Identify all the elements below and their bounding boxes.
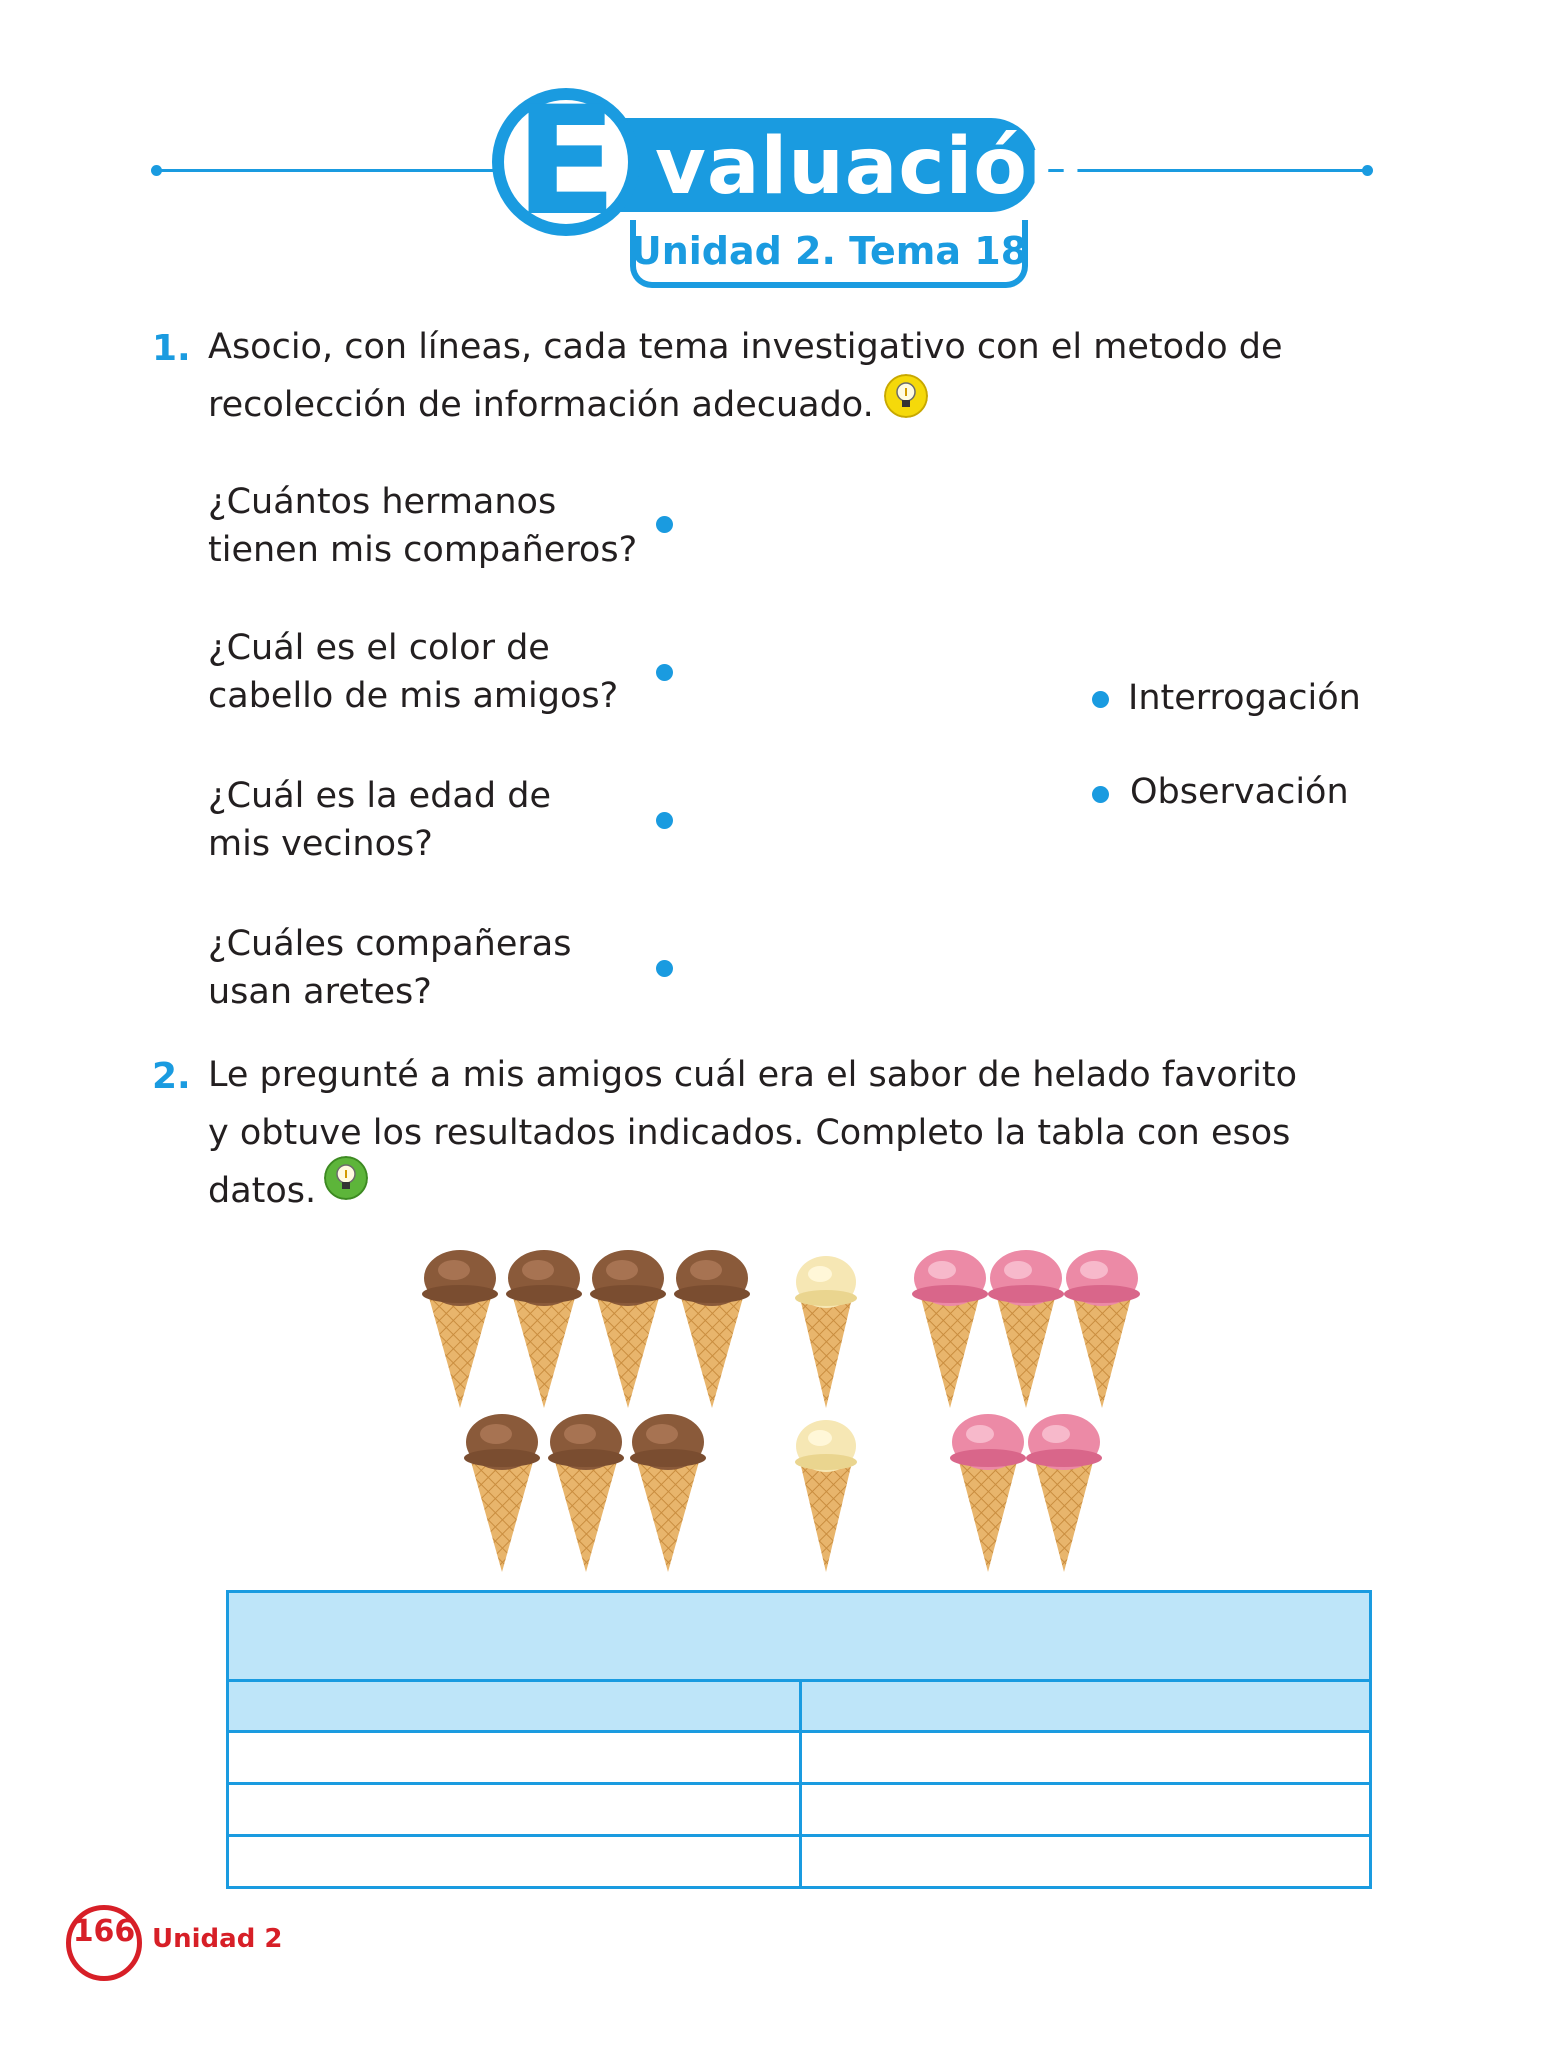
question-2-line-3: datos.	[208, 1171, 317, 1211]
q1-item-2	[208, 624, 678, 720]
table-row	[228, 1732, 1371, 1784]
q1-item-3	[208, 772, 678, 868]
table-cell[interactable]	[228, 1732, 801, 1784]
ice-cream-chocolate-1	[418, 1242, 502, 1412]
question-1-number: 1.	[152, 328, 191, 369]
q1-item-4-dot[interactable]	[656, 960, 673, 977]
ice-cream-chocolate-3	[586, 1242, 670, 1412]
table-row	[228, 1836, 1371, 1888]
q1-item-2-line-2: cabello de mis amigos?	[208, 676, 619, 716]
q1-option-2-dot[interactable]	[1092, 786, 1109, 803]
subtitle-text: Unidad 2. Tema 18	[630, 229, 1028, 273]
ice-cream-chocolate-7	[626, 1406, 710, 1576]
page-number: 166	[72, 1914, 136, 1949]
q1-item-1	[208, 478, 678, 574]
q1-option-1-dot[interactable]	[1092, 691, 1109, 708]
unit-label: Unidad 2	[152, 1924, 283, 1954]
q1-item-4-line-1: ¿Cuáles compañeras	[208, 924, 572, 964]
q1-option-interrogacion: Interrogación	[1128, 678, 1361, 718]
q1-item-4-line-2: usan aretes?	[208, 972, 432, 1012]
q1-item-3-line-2: mis vecinos?	[208, 824, 433, 864]
ice-cream-chocolate-2	[502, 1242, 586, 1412]
table-title-cell[interactable]	[228, 1592, 1371, 1681]
ice-cream-vanilla-2	[784, 1406, 868, 1576]
q1-option-observacion: Observación	[1130, 772, 1349, 812]
question-1-line-1: Asocio, con líneas, cada tema investigativo con el metodo de	[208, 327, 1283, 367]
question-2-line-1: Le pregunté a mis amigos cuál era el sabor de helado favorito	[208, 1055, 1297, 1095]
header-line-left-dot	[151, 165, 162, 176]
table-header-cell-2[interactable]	[801, 1681, 1371, 1732]
ice-cream-strawberry-3	[1060, 1242, 1144, 1412]
table-cell[interactable]	[801, 1732, 1371, 1784]
title-text: valuación	[655, 122, 1085, 212]
ice-cream-vanilla-1	[784, 1242, 868, 1412]
lightbulb-icon	[884, 374, 928, 418]
q1-item-1-line-2: tienen mis compañeros?	[208, 530, 638, 570]
data-table	[226, 1590, 1372, 1889]
ice-cream-strawberry-1	[908, 1242, 992, 1412]
header-line-left	[156, 169, 496, 172]
q1-item-2-dot[interactable]	[656, 664, 673, 681]
table-cell[interactable]	[801, 1836, 1371, 1888]
question-2-line-2: y obtuve los resultados indicados. Completo la tabla con esos	[208, 1113, 1291, 1153]
ice-cream-strawberry-5	[1022, 1406, 1106, 1576]
question-2-number: 2.	[152, 1056, 191, 1097]
table-row	[228, 1784, 1371, 1836]
table-title-row	[228, 1592, 1371, 1681]
table-cell[interactable]	[228, 1784, 801, 1836]
ice-cream-chocolate-4	[670, 1242, 754, 1412]
q1-item-4	[208, 920, 678, 1016]
header-line-right-dot	[1362, 165, 1373, 176]
q1-item-3-line-1: ¿Cuál es la edad de	[208, 776, 551, 816]
ice-cream-chocolate-6	[544, 1406, 628, 1576]
q1-item-2-line-1: ¿Cuál es el color de	[208, 628, 550, 668]
ice-cream-chocolate-5	[460, 1406, 544, 1576]
table-header-cell-1[interactable]	[228, 1681, 801, 1732]
q1-item-1-line-1: ¿Cuántos hermanos	[208, 482, 557, 522]
title-e-letter: E	[514, 75, 618, 249]
table-cell[interactable]	[228, 1836, 801, 1888]
table-cell[interactable]	[801, 1784, 1371, 1836]
q1-item-3-dot[interactable]	[656, 812, 673, 829]
question-1-line-2: recolección de información adecuado.	[208, 385, 874, 425]
ice-cream-strawberry-4	[946, 1406, 1030, 1576]
ice-cream-strawberry-2	[984, 1242, 1068, 1412]
q1-item-1-dot[interactable]	[656, 516, 673, 533]
lightbulb-green-icon	[324, 1156, 368, 1200]
table-header-row	[228, 1681, 1371, 1732]
